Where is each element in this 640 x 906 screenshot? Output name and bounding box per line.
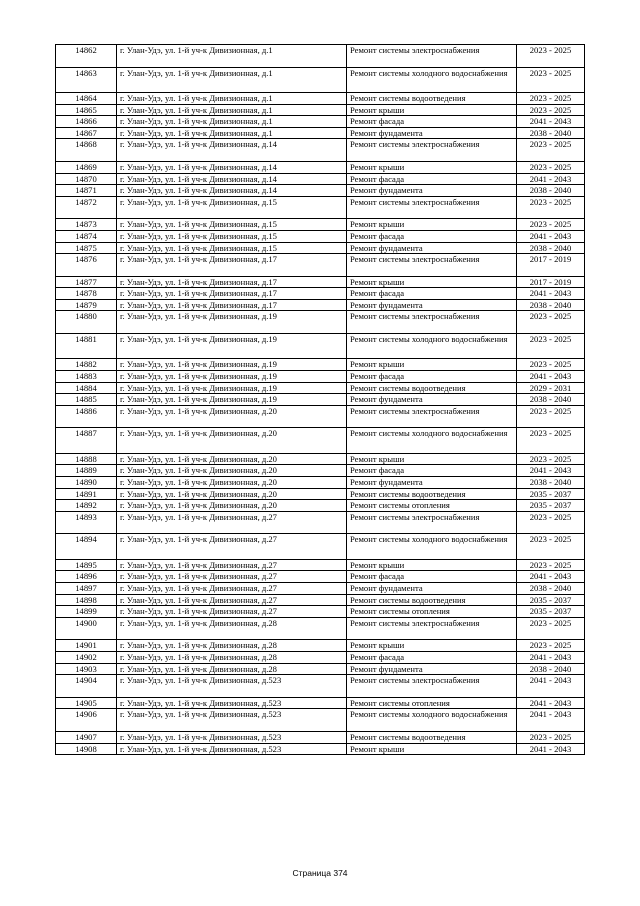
- address-cell: г. Улан-Удэ, ул. 1-й уч-к Дивизионная, д.20: [117, 453, 347, 465]
- period-cell: 2041 - 2043: [517, 743, 585, 755]
- table-row: [56, 731, 585, 743]
- work-type-cell: Ремонт системы холодного водоснабжения: [347, 428, 517, 453]
- period-cell: 2038 - 2040: [517, 582, 585, 594]
- work-type-cell: Ремонт системы отопления: [347, 697, 517, 709]
- period-cell: 2038 - 2040: [517, 477, 585, 489]
- work-type-cell: Ремонт фундамента: [347, 394, 517, 406]
- work-type-cell: Ремонт фасада: [347, 571, 517, 583]
- row-number-cell: 14895: [56, 559, 117, 571]
- work-type-cell: Ремонт крыши: [347, 559, 517, 571]
- address-cell: г. Улан-Удэ, ул. 1-й уч-к Дивизионная, д.20: [117, 428, 347, 453]
- period-cell: 2023 - 2025: [517, 534, 585, 559]
- work-type-cell: Ремонт крыши: [347, 219, 517, 231]
- table-row: [56, 67, 585, 92]
- address-cell: г. Улан-Удэ, ул. 1-й уч-к Дивизионная, д.20: [117, 465, 347, 477]
- table-row: [56, 185, 585, 197]
- row-number-cell: 14879: [56, 299, 117, 311]
- period-cell: 2023 - 2025: [517, 196, 585, 219]
- table-row: [56, 299, 585, 311]
- work-type-cell: Ремонт крыши: [347, 640, 517, 652]
- period-cell: 2023 - 2025: [517, 92, 585, 104]
- table-row: [56, 465, 585, 477]
- row-number-cell: 14883: [56, 371, 117, 383]
- work-type-cell: Ремонт системы электроснабжения: [347, 617, 517, 640]
- table-row: [56, 311, 585, 334]
- row-number-cell: 14862: [56, 45, 117, 68]
- table-row: [56, 477, 585, 489]
- row-number-cell: 14882: [56, 359, 117, 371]
- table-row: [56, 242, 585, 254]
- address-cell: г. Улан-Удэ, ул. 1-й уч-к Дивизионная, д.27: [117, 571, 347, 583]
- work-type-cell: Ремонт системы электроснабжения: [347, 405, 517, 428]
- table-row: [56, 276, 585, 288]
- row-number-cell: 14881: [56, 334, 117, 359]
- row-number-cell: 14892: [56, 500, 117, 512]
- repair-schedule-table: [55, 44, 585, 755]
- address-cell: г. Улан-Удэ, ул. 1-й уч-к Дивизионная, д.523: [117, 709, 347, 732]
- table-row: [56, 104, 585, 116]
- table-row: [56, 675, 585, 698]
- row-number-cell: 14899: [56, 606, 117, 618]
- period-cell: 2041 - 2043: [517, 709, 585, 732]
- work-type-cell: Ремонт крыши: [347, 743, 517, 755]
- row-number-cell: 14900: [56, 617, 117, 640]
- table-row: [56, 45, 585, 68]
- row-number-cell: 14867: [56, 127, 117, 139]
- address-cell: г. Улан-Удэ, ул. 1-й уч-к Дивизионная, д.14: [117, 161, 347, 173]
- address-cell: г. Улан-Удэ, ул. 1-й уч-к Дивизионная, д.28: [117, 663, 347, 675]
- period-cell: 2038 - 2040: [517, 242, 585, 254]
- work-type-cell: Ремонт системы электроснабжения: [347, 311, 517, 334]
- address-cell: г. Улан-Удэ, ул. 1-й уч-к Дивизионная, д.17: [117, 276, 347, 288]
- period-cell: 2035 - 2037: [517, 606, 585, 618]
- row-number-cell: 14886: [56, 405, 117, 428]
- row-number-cell: 14902: [56, 651, 117, 663]
- table-row: [56, 559, 585, 571]
- address-cell: г. Улан-Удэ, ул. 1-й уч-к Дивизионная, д.28: [117, 640, 347, 652]
- period-cell: 2038 - 2040: [517, 663, 585, 675]
- period-cell: 2017 - 2019: [517, 276, 585, 288]
- period-cell: 2041 - 2043: [517, 116, 585, 128]
- period-cell: 2023 - 2025: [517, 405, 585, 428]
- row-number-cell: 14905: [56, 697, 117, 709]
- work-type-cell: Ремонт системы электроснабжения: [347, 675, 517, 698]
- work-type-cell: Ремонт фасада: [347, 651, 517, 663]
- address-cell: г. Улан-Удэ, ул. 1-й уч-к Дивизионная, д.19: [117, 334, 347, 359]
- table-row: [56, 371, 585, 383]
- period-cell: 2023 - 2025: [517, 617, 585, 640]
- work-type-cell: Ремонт системы электроснабжения: [347, 511, 517, 534]
- table-row: [56, 161, 585, 173]
- row-number-cell: 14877: [56, 276, 117, 288]
- work-type-cell: Ремонт системы водоотведения: [347, 488, 517, 500]
- row-number-cell: 14907: [56, 731, 117, 743]
- address-cell: г. Улан-Удэ, ул. 1-й уч-к Дивизионная, д.27: [117, 559, 347, 571]
- address-cell: г. Улан-Удэ, ул. 1-й уч-к Дивизионная, д.15: [117, 230, 347, 242]
- period-cell: 2035 - 2037: [517, 500, 585, 512]
- work-type-cell: Ремонт фундамента: [347, 127, 517, 139]
- work-type-cell: Ремонт системы водоотведения: [347, 92, 517, 104]
- work-type-cell: Ремонт системы холодного водоснабжения: [347, 709, 517, 732]
- row-number-cell: 14872: [56, 196, 117, 219]
- table-row: [56, 359, 585, 371]
- period-cell: 2029 - 2031: [517, 382, 585, 394]
- work-type-cell: Ремонт системы водоотведения: [347, 731, 517, 743]
- period-cell: 2023 - 2025: [517, 311, 585, 334]
- row-number-cell: 14898: [56, 594, 117, 606]
- table-row: [56, 606, 585, 618]
- work-type-cell: Ремонт фундамента: [347, 299, 517, 311]
- period-cell: 2041 - 2043: [517, 465, 585, 477]
- work-type-cell: Ремонт системы электроснабжения: [347, 139, 517, 162]
- table-row: [56, 334, 585, 359]
- period-cell: 2041 - 2043: [517, 371, 585, 383]
- address-cell: г. Улан-Удэ, ул. 1-й уч-к Дивизионная, д.1: [117, 45, 347, 68]
- work-type-cell: Ремонт системы холодного водоснабжения: [347, 534, 517, 559]
- table-row: [56, 640, 585, 652]
- row-number-cell: 14887: [56, 428, 117, 453]
- address-cell: г. Улан-Удэ, ул. 1-й уч-к Дивизионная, д.14: [117, 173, 347, 185]
- address-cell: г. Улан-Удэ, ул. 1-й уч-к Дивизионная, д.27: [117, 534, 347, 559]
- row-number-cell: 14890: [56, 477, 117, 489]
- address-cell: г. Улан-Удэ, ул. 1-й уч-к Дивизионная, д.19: [117, 311, 347, 334]
- table-row: [56, 116, 585, 128]
- work-type-cell: Ремонт системы электроснабжения: [347, 254, 517, 277]
- table-row: [56, 92, 585, 104]
- address-cell: г. Улан-Удэ, ул. 1-й уч-к Дивизионная, д.19: [117, 371, 347, 383]
- work-type-cell: Ремонт системы холодного водоснабжения: [347, 67, 517, 92]
- period-cell: 2023 - 2025: [517, 67, 585, 92]
- address-cell: г. Улан-Удэ, ул. 1-й уч-к Дивизионная, д.20: [117, 477, 347, 489]
- work-type-cell: Ремонт фасада: [347, 116, 517, 128]
- row-number-cell: 14893: [56, 511, 117, 534]
- address-cell: г. Улан-Удэ, ул. 1-й уч-к Дивизионная, д.19: [117, 394, 347, 406]
- address-cell: г. Улан-Удэ, ул. 1-й уч-к Дивизионная, д.1: [117, 104, 347, 116]
- row-number-cell: 14903: [56, 663, 117, 675]
- table-row: [56, 534, 585, 559]
- address-cell: г. Улан-Удэ, ул. 1-й уч-к Дивизионная, д.17: [117, 254, 347, 277]
- address-cell: г. Улан-Удэ, ул. 1-й уч-к Дивизионная, д.17: [117, 288, 347, 300]
- work-type-cell: Ремонт фасада: [347, 230, 517, 242]
- work-type-cell: Ремонт крыши: [347, 104, 517, 116]
- address-cell: г. Улан-Удэ, ул. 1-й уч-к Дивизионная, д.1: [117, 127, 347, 139]
- address-cell: г. Улан-Удэ, ул. 1-й уч-к Дивизионная, д.27: [117, 511, 347, 534]
- address-cell: г. Улан-Удэ, ул. 1-й уч-к Дивизионная, д.15: [117, 196, 347, 219]
- period-cell: 2038 - 2040: [517, 185, 585, 197]
- address-cell: г. Улан-Удэ, ул. 1-й уч-к Дивизионная, д.17: [117, 299, 347, 311]
- row-number-cell: 14865: [56, 104, 117, 116]
- row-number-cell: 14870: [56, 173, 117, 185]
- row-number-cell: 14866: [56, 116, 117, 128]
- table-row: [56, 127, 585, 139]
- period-cell: 2023 - 2025: [517, 453, 585, 465]
- row-number-cell: 14889: [56, 465, 117, 477]
- period-cell: 2038 - 2040: [517, 299, 585, 311]
- period-cell: 2023 - 2025: [517, 731, 585, 743]
- work-type-cell: Ремонт крыши: [347, 359, 517, 371]
- period-cell: 2023 - 2025: [517, 511, 585, 534]
- period-cell: 2023 - 2025: [517, 161, 585, 173]
- row-number-cell: 14894: [56, 534, 117, 559]
- work-type-cell: Ремонт крыши: [347, 161, 517, 173]
- row-number-cell: 14880: [56, 311, 117, 334]
- period-cell: 2035 - 2037: [517, 488, 585, 500]
- period-cell: 2023 - 2025: [517, 559, 585, 571]
- row-number-cell: 14874: [56, 230, 117, 242]
- table-row: [56, 288, 585, 300]
- work-type-cell: Ремонт фундамента: [347, 242, 517, 254]
- address-cell: г. Улан-Удэ, ул. 1-й уч-к Дивизионная, д.15: [117, 219, 347, 231]
- address-cell: г. Улан-Удэ, ул. 1-й уч-к Дивизионная, д.523: [117, 743, 347, 755]
- address-cell: г. Улан-Удэ, ул. 1-й уч-к Дивизионная, д.19: [117, 359, 347, 371]
- row-number-cell: 14885: [56, 394, 117, 406]
- table-row: [56, 453, 585, 465]
- address-cell: г. Улан-Удэ, ул. 1-й уч-к Дивизионная, д.1: [117, 92, 347, 104]
- work-type-cell: Ремонт крыши: [347, 453, 517, 465]
- period-cell: 2023 - 2025: [517, 428, 585, 453]
- work-type-cell: Ремонт фундамента: [347, 477, 517, 489]
- work-type-cell: Ремонт системы холодного водоснабжения: [347, 334, 517, 359]
- period-cell: 2041 - 2043: [517, 173, 585, 185]
- work-type-cell: Ремонт системы отопления: [347, 606, 517, 618]
- table-row: [56, 173, 585, 185]
- row-number-cell: 14875: [56, 242, 117, 254]
- table-row: [56, 709, 585, 732]
- address-cell: г. Улан-Удэ, ул. 1-й уч-к Дивизионная, д.523: [117, 697, 347, 709]
- period-cell: 2023 - 2025: [517, 104, 585, 116]
- work-type-cell: Ремонт фасада: [347, 465, 517, 477]
- row-number-cell: 14878: [56, 288, 117, 300]
- table-row: [56, 230, 585, 242]
- table-row: [56, 428, 585, 453]
- table-row: [56, 500, 585, 512]
- period-cell: 2041 - 2043: [517, 697, 585, 709]
- period-cell: 2023 - 2025: [517, 334, 585, 359]
- work-type-cell: Ремонт системы электроснабжения: [347, 196, 517, 219]
- row-number-cell: 14908: [56, 743, 117, 755]
- period-cell: 2041 - 2043: [517, 571, 585, 583]
- table-row: [56, 651, 585, 663]
- row-number-cell: 14896: [56, 571, 117, 583]
- table-row: [56, 405, 585, 428]
- row-number-cell: 14906: [56, 709, 117, 732]
- address-cell: г. Улан-Удэ, ул. 1-й уч-к Дивизионная, д.1: [117, 116, 347, 128]
- address-cell: г. Улан-Удэ, ул. 1-й уч-к Дивизионная, д.20: [117, 500, 347, 512]
- period-cell: 2023 - 2025: [517, 359, 585, 371]
- row-number-cell: 14897: [56, 582, 117, 594]
- address-cell: г. Улан-Удэ, ул. 1-й уч-к Дивизионная, д.27: [117, 582, 347, 594]
- table-row: [56, 571, 585, 583]
- period-cell: 2023 - 2025: [517, 640, 585, 652]
- address-cell: г. Улан-Удэ, ул. 1-й уч-к Дивизионная, д.19: [117, 382, 347, 394]
- row-number-cell: 14904: [56, 675, 117, 698]
- work-type-cell: Ремонт фасада: [347, 288, 517, 300]
- address-cell: г. Улан-Удэ, ул. 1-й уч-к Дивизионная, д.20: [117, 405, 347, 428]
- work-type-cell: Ремонт фундамента: [347, 185, 517, 197]
- work-type-cell: Ремонт фундамента: [347, 582, 517, 594]
- work-type-cell: Ремонт системы водоотведения: [347, 594, 517, 606]
- period-cell: 2041 - 2043: [517, 675, 585, 698]
- work-type-cell: Ремонт системы отопления: [347, 500, 517, 512]
- work-type-cell: Ремонт фасада: [347, 371, 517, 383]
- row-number-cell: 14873: [56, 219, 117, 231]
- row-number-cell: 14864: [56, 92, 117, 104]
- row-number-cell: 14884: [56, 382, 117, 394]
- address-cell: г. Улан-Удэ, ул. 1-й уч-к Дивизионная, д.523: [117, 675, 347, 698]
- page-number: Страница 374: [292, 868, 348, 878]
- table-row: [56, 594, 585, 606]
- table-row: [56, 617, 585, 640]
- address-cell: г. Улан-Удэ, ул. 1-й уч-к Дивизионная, д.523: [117, 731, 347, 743]
- row-number-cell: 14869: [56, 161, 117, 173]
- row-number-cell: 14888: [56, 453, 117, 465]
- address-cell: г. Улан-Удэ, ул. 1-й уч-к Дивизионная, д.15: [117, 242, 347, 254]
- address-cell: г. Улан-Удэ, ул. 1-й уч-к Дивизионная, д.20: [117, 488, 347, 500]
- period-cell: 2035 - 2037: [517, 594, 585, 606]
- work-type-cell: Ремонт системы водоотведения: [347, 382, 517, 394]
- table-row: [56, 663, 585, 675]
- table-body: [56, 45, 585, 755]
- row-number-cell: 14901: [56, 640, 117, 652]
- table-row: [56, 382, 585, 394]
- row-number-cell: 14868: [56, 139, 117, 162]
- address-cell: г. Улан-Удэ, ул. 1-й уч-к Дивизионная, д.14: [117, 139, 347, 162]
- table-row: [56, 697, 585, 709]
- work-type-cell: Ремонт системы электроснабжения: [347, 45, 517, 68]
- table-row: [56, 219, 585, 231]
- table-row: [56, 394, 585, 406]
- table-row: [56, 196, 585, 219]
- row-number-cell: 14876: [56, 254, 117, 277]
- row-number-cell: 14891: [56, 488, 117, 500]
- address-cell: г. Улан-Удэ, ул. 1-й уч-к Дивизионная, д.27: [117, 594, 347, 606]
- period-cell: 2041 - 2043: [517, 230, 585, 242]
- table-row: [56, 582, 585, 594]
- period-cell: 2038 - 2040: [517, 394, 585, 406]
- row-number-cell: 14863: [56, 67, 117, 92]
- address-cell: г. Улан-Удэ, ул. 1-й уч-к Дивизионная, д.28: [117, 617, 347, 640]
- address-cell: г. Улан-Удэ, ул. 1-й уч-к Дивизионная, д.14: [117, 185, 347, 197]
- period-cell: 2041 - 2043: [517, 651, 585, 663]
- table-row: [56, 488, 585, 500]
- work-type-cell: Ремонт фундамента: [347, 663, 517, 675]
- period-cell: 2017 - 2019: [517, 254, 585, 277]
- address-cell: г. Улан-Удэ, ул. 1-й уч-к Дивизионная, д.27: [117, 606, 347, 618]
- period-cell: 2023 - 2025: [517, 139, 585, 162]
- work-type-cell: Ремонт крыши: [347, 276, 517, 288]
- table-row: [56, 139, 585, 162]
- table-row: [56, 743, 585, 755]
- period-cell: 2041 - 2043: [517, 288, 585, 300]
- period-cell: 2023 - 2025: [517, 45, 585, 68]
- address-cell: г. Улан-Удэ, ул. 1-й уч-к Дивизионная, д.28: [117, 651, 347, 663]
- table-row: [56, 254, 585, 277]
- row-number-cell: 14871: [56, 185, 117, 197]
- period-cell: 2023 - 2025: [517, 219, 585, 231]
- table-row: [56, 511, 585, 534]
- work-type-cell: Ремонт фасада: [347, 173, 517, 185]
- period-cell: 2038 - 2040: [517, 127, 585, 139]
- address-cell: г. Улан-Удэ, ул. 1-й уч-к Дивизионная, д.1: [117, 67, 347, 92]
